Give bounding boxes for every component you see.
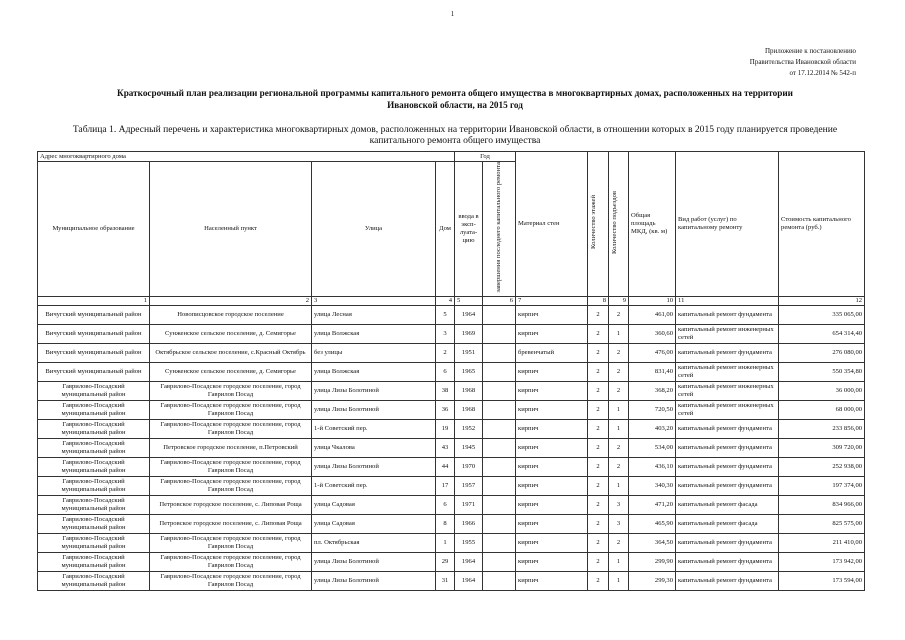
cell-area: 436,10 [629,457,676,476]
cell-locality: Петровское городское поселение, с. Липовая Роща [150,495,312,514]
cell-floors: 2 [588,495,609,514]
cell-street: улица Лизы Болотиной [312,400,436,419]
cell-house: 43 [436,438,455,457]
column-number: 4 [436,296,455,305]
cell-area: 831,40 [629,362,676,381]
cell-floors: 2 [588,571,609,590]
header-last-repair-text: завершения последнего капитального ремонта [495,162,503,293]
cell-commissioning-year: 1970 [455,457,483,476]
header-commissioning-year: ввода в эксп-луата-цию [455,162,483,297]
table-row [38,476,865,495]
cell-street: 1-й Советский пер. [312,419,436,438]
cell-works: капитальный ремонт фундамента [676,476,779,495]
cell-area: 340,30 [629,476,676,495]
cell-wall-material: кирпич [516,419,588,438]
cell-works: капитальный ремонт фундамента [676,438,779,457]
cell-floors: 2 [588,381,609,400]
cell-commissioning-year: 1945 [455,438,483,457]
approval-line: Приложение к постановлению [764,47,856,55]
cell-cost: 276 080,00 [779,343,865,362]
table-header [38,152,865,306]
cell-area: 476,00 [629,343,676,362]
cell-entrances: 1 [609,571,629,590]
cell-entrances: 1 [609,476,629,495]
cell-floors: 2 [588,457,609,476]
title-line: Краткосрочный план реализации региональной программы капитального ремонта общего имущества в многоквартирных домах, расположенных на территории [117,88,793,98]
cell-house: 5 [436,305,455,324]
cell-works: капитальный ремонт инженерных сетей [676,324,779,343]
cell-street: улица Чкалова [312,438,436,457]
cell-street: улица Садовая [312,514,436,533]
cell-cost: 173 942,00 [779,552,865,571]
cell-floors: 2 [588,324,609,343]
cell-cost: 825 575,00 [779,514,865,533]
cell-area: 720,50 [629,400,676,419]
cell-street: улица Садовая [312,495,436,514]
cell-floors: 2 [588,514,609,533]
approval-line: от 17.12.2014 № 542-п [789,69,856,77]
cell-last-repair-year [483,552,516,571]
cell-wall-material: кирпич [516,495,588,514]
cell-area: 403,20 [629,419,676,438]
cell-last-repair-year [483,343,516,362]
cell-area: 364,50 [629,533,676,552]
cell-floors: 2 [588,438,609,457]
approval-line: Правительства Ивановской области [749,58,856,66]
cell-locality: Петровское городское поселение, с. Липовая Роща [150,514,312,533]
cell-commissioning-year: 1952 [455,419,483,438]
page-number: 1 [450,10,455,18]
cell-entrances: 2 [609,457,629,476]
cell-works: капитальный ремонт инженерных сетей [676,362,779,381]
cell-locality: Октябрьское сельское поселение, с.Красный Октябрь [150,343,312,362]
column-number: 5 [455,296,483,305]
cell-house: 29 [436,552,455,571]
cell-locality: Новописцовское городское поселение [150,305,312,324]
cell-cost: 173 594,00 [779,571,865,590]
cell-cost: 68 000,00 [779,400,865,419]
cell-cost: 252 938,00 [779,457,865,476]
cell-commissioning-year: 1951 [455,343,483,362]
cell-street: улица Лизы Болотиной [312,381,436,400]
column-number: 12 [779,296,865,305]
cell-floors: 2 [588,533,609,552]
table-row [38,533,865,552]
cell-commissioning-year: 1957 [455,476,483,495]
cell-municipality: Вичугский муниципальный район [38,362,150,381]
cell-house: 1 [436,533,455,552]
table-row [38,305,865,324]
header-locality: Населенный пункт [150,162,312,297]
table-row [38,362,865,381]
cell-cost: 550 354,80 [779,362,865,381]
cell-last-repair-year [483,457,516,476]
cell-house: 38 [436,381,455,400]
cell-wall-material: кирпич [516,533,588,552]
cell-house: 17 [436,476,455,495]
cell-commissioning-year: 1971 [455,495,483,514]
cell-commissioning-year: 1964 [455,571,483,590]
cell-street: улица Лизы Болотиной [312,571,436,590]
cell-entrances: 3 [609,495,629,514]
cell-entrances: 2 [609,343,629,362]
title-line: Ивановской области, на 2015 год [387,100,523,110]
cell-street: улица Волжская [312,324,436,343]
cell-municipality: Гаврилово-Посадский муниципальный район [38,514,150,533]
cell-locality: Гаврилово-Посадское городское поселение, город Гаврилов Посад [150,571,312,590]
header-municipality: Муниципальное образование [38,162,150,297]
cell-wall-material: кирпич [516,476,588,495]
header-house: Дом [436,162,455,297]
cell-last-repair-year [483,305,516,324]
cell-municipality: Вичугский муниципальный район [38,305,150,324]
table-row [38,324,865,343]
table-row [38,457,865,476]
caption-line: капитального ремонта общего имущества [369,135,541,146]
table-row [38,514,865,533]
column-number: 9 [609,296,629,305]
cell-municipality: Гаврилово-Посадский муниципальный район [38,438,150,457]
column-number: 6 [483,296,516,305]
cell-street: улица Лизы Болотиной [312,457,436,476]
cell-wall-material: кирпич [516,438,588,457]
cell-locality: Сунженское сельское поселение, д. Семигорье [150,362,312,381]
table-row [38,495,865,514]
header-entrances [609,152,629,297]
header-entrances-text: Количество подъездов [611,190,619,254]
table-row [38,381,865,400]
cell-entrances: 2 [609,533,629,552]
cell-municipality: Гаврилово-Посадский муниципальный район [38,419,150,438]
cell-entrances: 2 [609,362,629,381]
cell-cost: 211 410,00 [779,533,865,552]
cell-municipality: Гаврилово-Посадский муниципальный район [38,476,150,495]
cell-works: капитальный ремонт фундамента [676,305,779,324]
column-number: 11 [676,296,779,305]
cell-cost: 309 720,00 [779,438,865,457]
group-header-address: Адрес многоквартирного дома [38,152,455,162]
cell-street: без улицы [312,343,436,362]
cell-house: 19 [436,419,455,438]
cell-locality: Сунженское сельское поселение, д. Семигорье [150,324,312,343]
cell-works: капитальный ремонт фундамента [676,343,779,362]
cell-wall-material: кирпич [516,324,588,343]
cell-house: 3 [436,324,455,343]
cell-area: 465,90 [629,514,676,533]
cell-floors: 2 [588,476,609,495]
column-number: 2 [150,296,312,305]
header-wall-material: Материал стен [516,152,588,297]
cell-works: капитальный ремонт фасада [676,514,779,533]
cell-street: улица Лесная [312,305,436,324]
table-caption [40,124,870,146]
cell-municipality: Гаврилово-Посадский муниципальный район [38,400,150,419]
cell-commissioning-year: 1968 [455,400,483,419]
cell-works: капитальный ремонт фундамента [676,552,779,571]
cell-floors: 2 [588,305,609,324]
cell-commissioning-year: 1964 [455,305,483,324]
approval-block [750,46,856,79]
table-row [38,552,865,571]
cell-cost: 335 065,00 [779,305,865,324]
cell-locality: Гаврилово-Посадское городское поселение, город Гаврилов Посад [150,400,312,419]
cell-wall-material: кирпич [516,381,588,400]
cell-street: 1-й Советский пер. [312,476,436,495]
cell-wall-material: кирпич [516,400,588,419]
cell-wall-material: кирпич [516,305,588,324]
cell-cost: 36 000,00 [779,381,865,400]
cell-last-repair-year [483,400,516,419]
cell-municipality: Вичугский муниципальный район [38,343,150,362]
cell-street: улица Лизы Болотиной [312,552,436,571]
cell-floors: 2 [588,400,609,419]
cell-entrances: 1 [609,419,629,438]
cell-commissioning-year: 1955 [455,533,483,552]
cell-wall-material: кирпич [516,362,588,381]
cell-entrances: 1 [609,400,629,419]
cell-house: 8 [436,514,455,533]
table-row [38,438,865,457]
cell-works: капитальный ремонт инженерных сетей [676,400,779,419]
cell-wall-material: кирпич [516,514,588,533]
header-works: Вид работ (услуг) по капитальному ремонту [676,152,779,297]
cell-works: капитальный ремонт фундамента [676,571,779,590]
cell-area: 368,20 [629,381,676,400]
header-floors-text: Количество этажей [590,195,598,250]
housing-register-table [37,151,865,591]
cell-locality: Гаврилово-Посадское городское поселение, город Гаврилов Посад [150,533,312,552]
cell-entrances: 1 [609,324,629,343]
cell-last-repair-year [483,438,516,457]
cell-municipality: Гаврилово-Посадский муниципальный район [38,495,150,514]
column-number: 3 [312,296,436,305]
cell-last-repair-year [483,533,516,552]
caption-line: Таблица 1. Адресный перечень и характеристика многоквартирных домов, расположенных на территории Ивановской области, в отношении которых в 2015 году планируется проведение [72,124,838,135]
cell-area: 299,90 [629,552,676,571]
cell-last-repair-year [483,495,516,514]
cell-wall-material: бревенчатый [516,343,588,362]
cell-works: капитальный ремонт фундамента [676,419,779,438]
column-number-row [38,296,865,305]
cell-commissioning-year: 1969 [455,324,483,343]
cell-last-repair-year [483,476,516,495]
header-floors [588,152,609,297]
cell-entrances: 2 [609,305,629,324]
header-last-repair-year [483,162,516,297]
table-row [38,400,865,419]
cell-floors: 2 [588,362,609,381]
cell-entrances: 3 [609,514,629,533]
cell-street: улица Волжская [312,362,436,381]
cell-area: 360,60 [629,324,676,343]
cell-house: 44 [436,457,455,476]
cell-house: 31 [436,571,455,590]
column-number: 1 [38,296,150,305]
cell-last-repair-year [483,362,516,381]
cell-floors: 2 [588,343,609,362]
table-row [38,343,865,362]
document-title [40,87,870,111]
cell-house: 2 [436,343,455,362]
cell-wall-material: кирпич [516,552,588,571]
cell-commissioning-year: 1965 [455,362,483,381]
cell-locality: Гаврилово-Посадское городское поселение, город Гаврилов Посад [150,381,312,400]
cell-locality: Гаврилово-Посадское городское поселение, город Гаврилов Посад [150,476,312,495]
cell-house: 36 [436,400,455,419]
header-street: Улица [312,162,436,297]
cell-wall-material: кирпич [516,457,588,476]
cell-works: капитальный ремонт фасада [676,495,779,514]
header-area: Общая площадь МКД, (кв. м) [629,152,676,297]
cell-works: капитальный ремонт инженерных сетей [676,381,779,400]
cell-municipality: Вичугский муниципальный район [38,324,150,343]
table-row [38,571,865,590]
column-number: 8 [588,296,609,305]
column-number: 7 [516,296,588,305]
cell-area: 471,20 [629,495,676,514]
cell-last-repair-year [483,419,516,438]
cell-last-repair-year [483,571,516,590]
cell-municipality: Гаврилово-Посадский муниципальный район [38,571,150,590]
cell-area: 461,00 [629,305,676,324]
cell-floors: 2 [588,552,609,571]
cell-commissioning-year: 1966 [455,514,483,533]
cell-area: 534,00 [629,438,676,457]
cell-works: капитальный ремонт фундамента [676,533,779,552]
table-row [38,419,865,438]
cell-house: 6 [436,362,455,381]
cell-municipality: Гаврилово-Посадский муниципальный район [38,533,150,552]
cell-locality: Петровское городское поселение, п.Петровский [150,438,312,457]
cell-locality: Гаврилово-Посадское городское поселение, город Гаврилов Посад [150,457,312,476]
cell-works: капитальный ремонт фундамента [676,457,779,476]
cell-cost: 654 314,40 [779,324,865,343]
cell-locality: Гаврилово-Посадское городское поселение, город Гаврилов Посад [150,552,312,571]
cell-cost: 197 374,00 [779,476,865,495]
cell-last-repair-year [483,381,516,400]
cell-street: пл. Октябрьская [312,533,436,552]
cell-house: 6 [436,495,455,514]
cell-municipality: Гаврилово-Посадский муниципальный район [38,381,150,400]
cell-entrances: 2 [609,381,629,400]
cell-wall-material: кирпич [516,571,588,590]
cell-last-repair-year [483,514,516,533]
cell-floors: 2 [588,419,609,438]
group-header-year: Год [455,152,516,162]
cell-entrances: 1 [609,552,629,571]
cell-last-repair-year [483,324,516,343]
cell-entrances: 2 [609,438,629,457]
table-body [38,305,865,590]
cell-cost: 834 966,00 [779,495,865,514]
cell-cost: 233 856,00 [779,419,865,438]
cell-locality: Гаврилово-Посадское городское поселение, город Гаврилов Посад [150,419,312,438]
cell-commissioning-year: 1968 [455,381,483,400]
cell-commissioning-year: 1964 [455,552,483,571]
cell-municipality: Гаврилово-Посадский муниципальный район [38,552,150,571]
cell-municipality: Гаврилово-Посадский муниципальный район [38,457,150,476]
cell-area: 299,30 [629,571,676,590]
header-cost: Стоимость капитального ремонта (руб.) [779,152,865,297]
column-number: 10 [629,296,676,305]
